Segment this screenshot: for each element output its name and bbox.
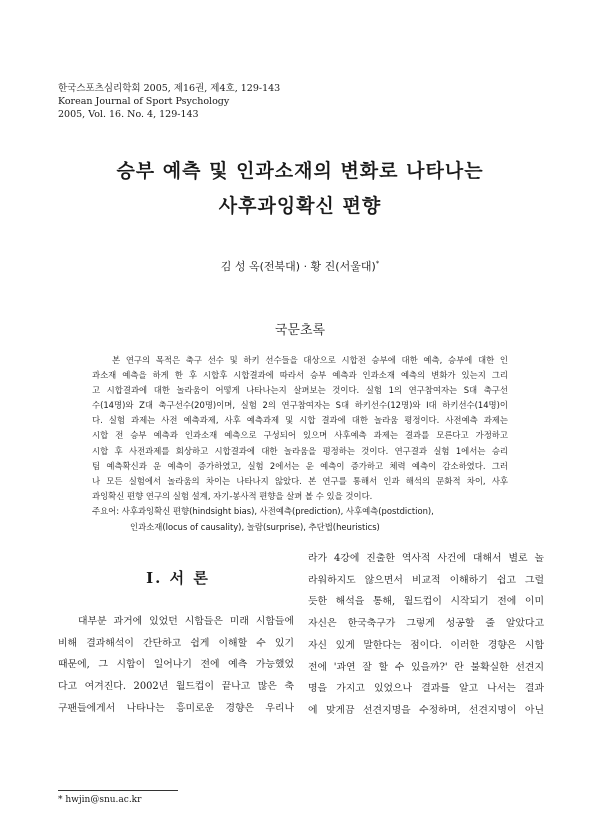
author-footnote-mark: * <box>375 259 380 268</box>
body-line: 전에 '과연 잘 할 수 있을까?' 란 불확실한 선견지 <box>308 661 544 673</box>
body-line: 라가 4강에 진출한 역사적 사건에 대해서 별로 놀 <box>308 553 544 564</box>
abstract-line: 과잉확신 편향 연구의 실험 설계, 자기-봉사적 편향을 살펴 볼 수 있을 것이다. <box>92 490 373 501</box>
abstract-line: 시합 전 승부 예측과 인과소재 예측으로 구성되어 있으며 사후예측 과제는 결과를 모른다고 가정하고 <box>92 430 508 441</box>
author-names: 김 성 옥(전북대) · 황 진(서울대) <box>220 260 376 273</box>
abstract-line: 수(14명)와 Z대 축구선수(20명)이며, 실험 2의 연구참여자는 S대 하키선수(12명)와 I대 하키선수(14명)이 <box>92 400 508 411</box>
abstract-line: 고 시합결과에 대한 놀라움이 어떻게 나타나는지 살펴보는 것이다. 실험 1의 연구참여자는 S대 축구선 <box>92 385 508 396</box>
abstract-line: 팀 예측확신과 운 예측이 증가하였고, 실험 2에서는 운 예측이 증가하고 체력 예측이 감소하였다. 그러 <box>92 460 508 471</box>
keywords-line-2: 인과소재(locus of causality), 놀람(surprise), 추단법(heuristics) <box>130 522 380 532</box>
body-line: 다고 여겨진다. 2002년 월드컵이 끝나고 많은 축 <box>58 681 294 693</box>
body-line: 자신 있게 말한다는 점이다. 이러한 경향은 시합 <box>308 639 544 651</box>
body-column-left <box>58 611 294 720</box>
abstract-line: 과소재 예측을 하게 한 후 시합후 시합결과에 따라서 승부 예측과 인과소재 예측의 변화가 있는지 그리 <box>92 370 508 381</box>
paper-title-line-1: 승부 예측 및 인과소재의 변화로 나타나는 <box>116 160 484 182</box>
body-line: 에 맞게끔 선견지명을 수정하며, 선견지명이 아닌 <box>308 704 544 716</box>
abstract-line: 시합 후 사전과제를 회상하고 시합결과에 대한 놀라움을 평정하는 것이다. 연구결과 실험 1에서는 승리 <box>92 445 508 456</box>
abstract-line: 나 모든 실험에서 놀라움의 차이는 나타나지 않았다. 본 연구를 통해서 인과 해석의 문화적 차이, 사후 <box>92 475 508 486</box>
body-line: 비해 결과해석이 간단하고 쉽게 이해할 수 있기 <box>58 637 294 649</box>
authors <box>0 258 600 274</box>
body-line: 자신은 한국축구가 그렇게 성공할 줄 알았다고 <box>308 618 544 630</box>
abstract-body <box>92 353 508 504</box>
abstract-line: 다. 실험 과제는 사전 예측과제, 사후 예측과제 및 시합 결과에 대한 놀라움 평정이다. 사전예측 과제는 <box>92 415 508 426</box>
body-line: 때문에, 그 시합이 일어나기 전에 예측 가능했었 <box>58 659 294 671</box>
footnote <box>58 795 141 805</box>
journal-citation-english: Korean Journal of Sport Psychology <box>58 96 230 107</box>
journal-citation <box>58 82 280 121</box>
journal-citation-korean: 한국스포츠심리학회 2005, 제16권, 제4호, 129-143 <box>58 83 281 94</box>
body-line: 구팬들에게서 나타나는 흥미로운 경향은 우리나 <box>58 702 294 714</box>
body-line: 듯한 해석을 통해, 월드컵이 시작되기 전에 이미 <box>308 596 544 608</box>
body-column-right <box>308 548 544 722</box>
footnote-rule <box>58 790 178 791</box>
body-line: 라워하지도 않으면서 비교적 이해하기 쉽고 그럴 <box>308 574 544 586</box>
body-line: 대부분 과거에 있었던 시합들은 미래 시합들에 <box>78 616 294 627</box>
section-heading-introduction: I. 서 론 <box>146 569 210 587</box>
abstract-line: 본 연구의 목적은 축구 선수 및 하키 선수들을 대상으로 시합전 승부에 대한 예측, 승부에 대한 인 <box>112 355 508 365</box>
paper-title-line-2: 사후과잉확신 편향 <box>218 195 382 217</box>
journal-citation-volume: 2005, Vol. 16. No. 4, 129-143 <box>58 109 199 120</box>
footnote-email: hwjin@snu.ac.kr <box>65 795 142 805</box>
keywords <box>92 503 434 535</box>
body-line: 명을 가지고 있었으나 결과를 알고 나서는 결과 <box>308 683 544 695</box>
footnote-mark: * <box>58 795 63 805</box>
abstract-heading: 국문초록 <box>274 323 326 338</box>
keywords-line-1: 주요어: 사후과잉확신 편향(hindsight bias), 사전예측(prediction), 사후예측(postdiction), <box>92 506 434 516</box>
